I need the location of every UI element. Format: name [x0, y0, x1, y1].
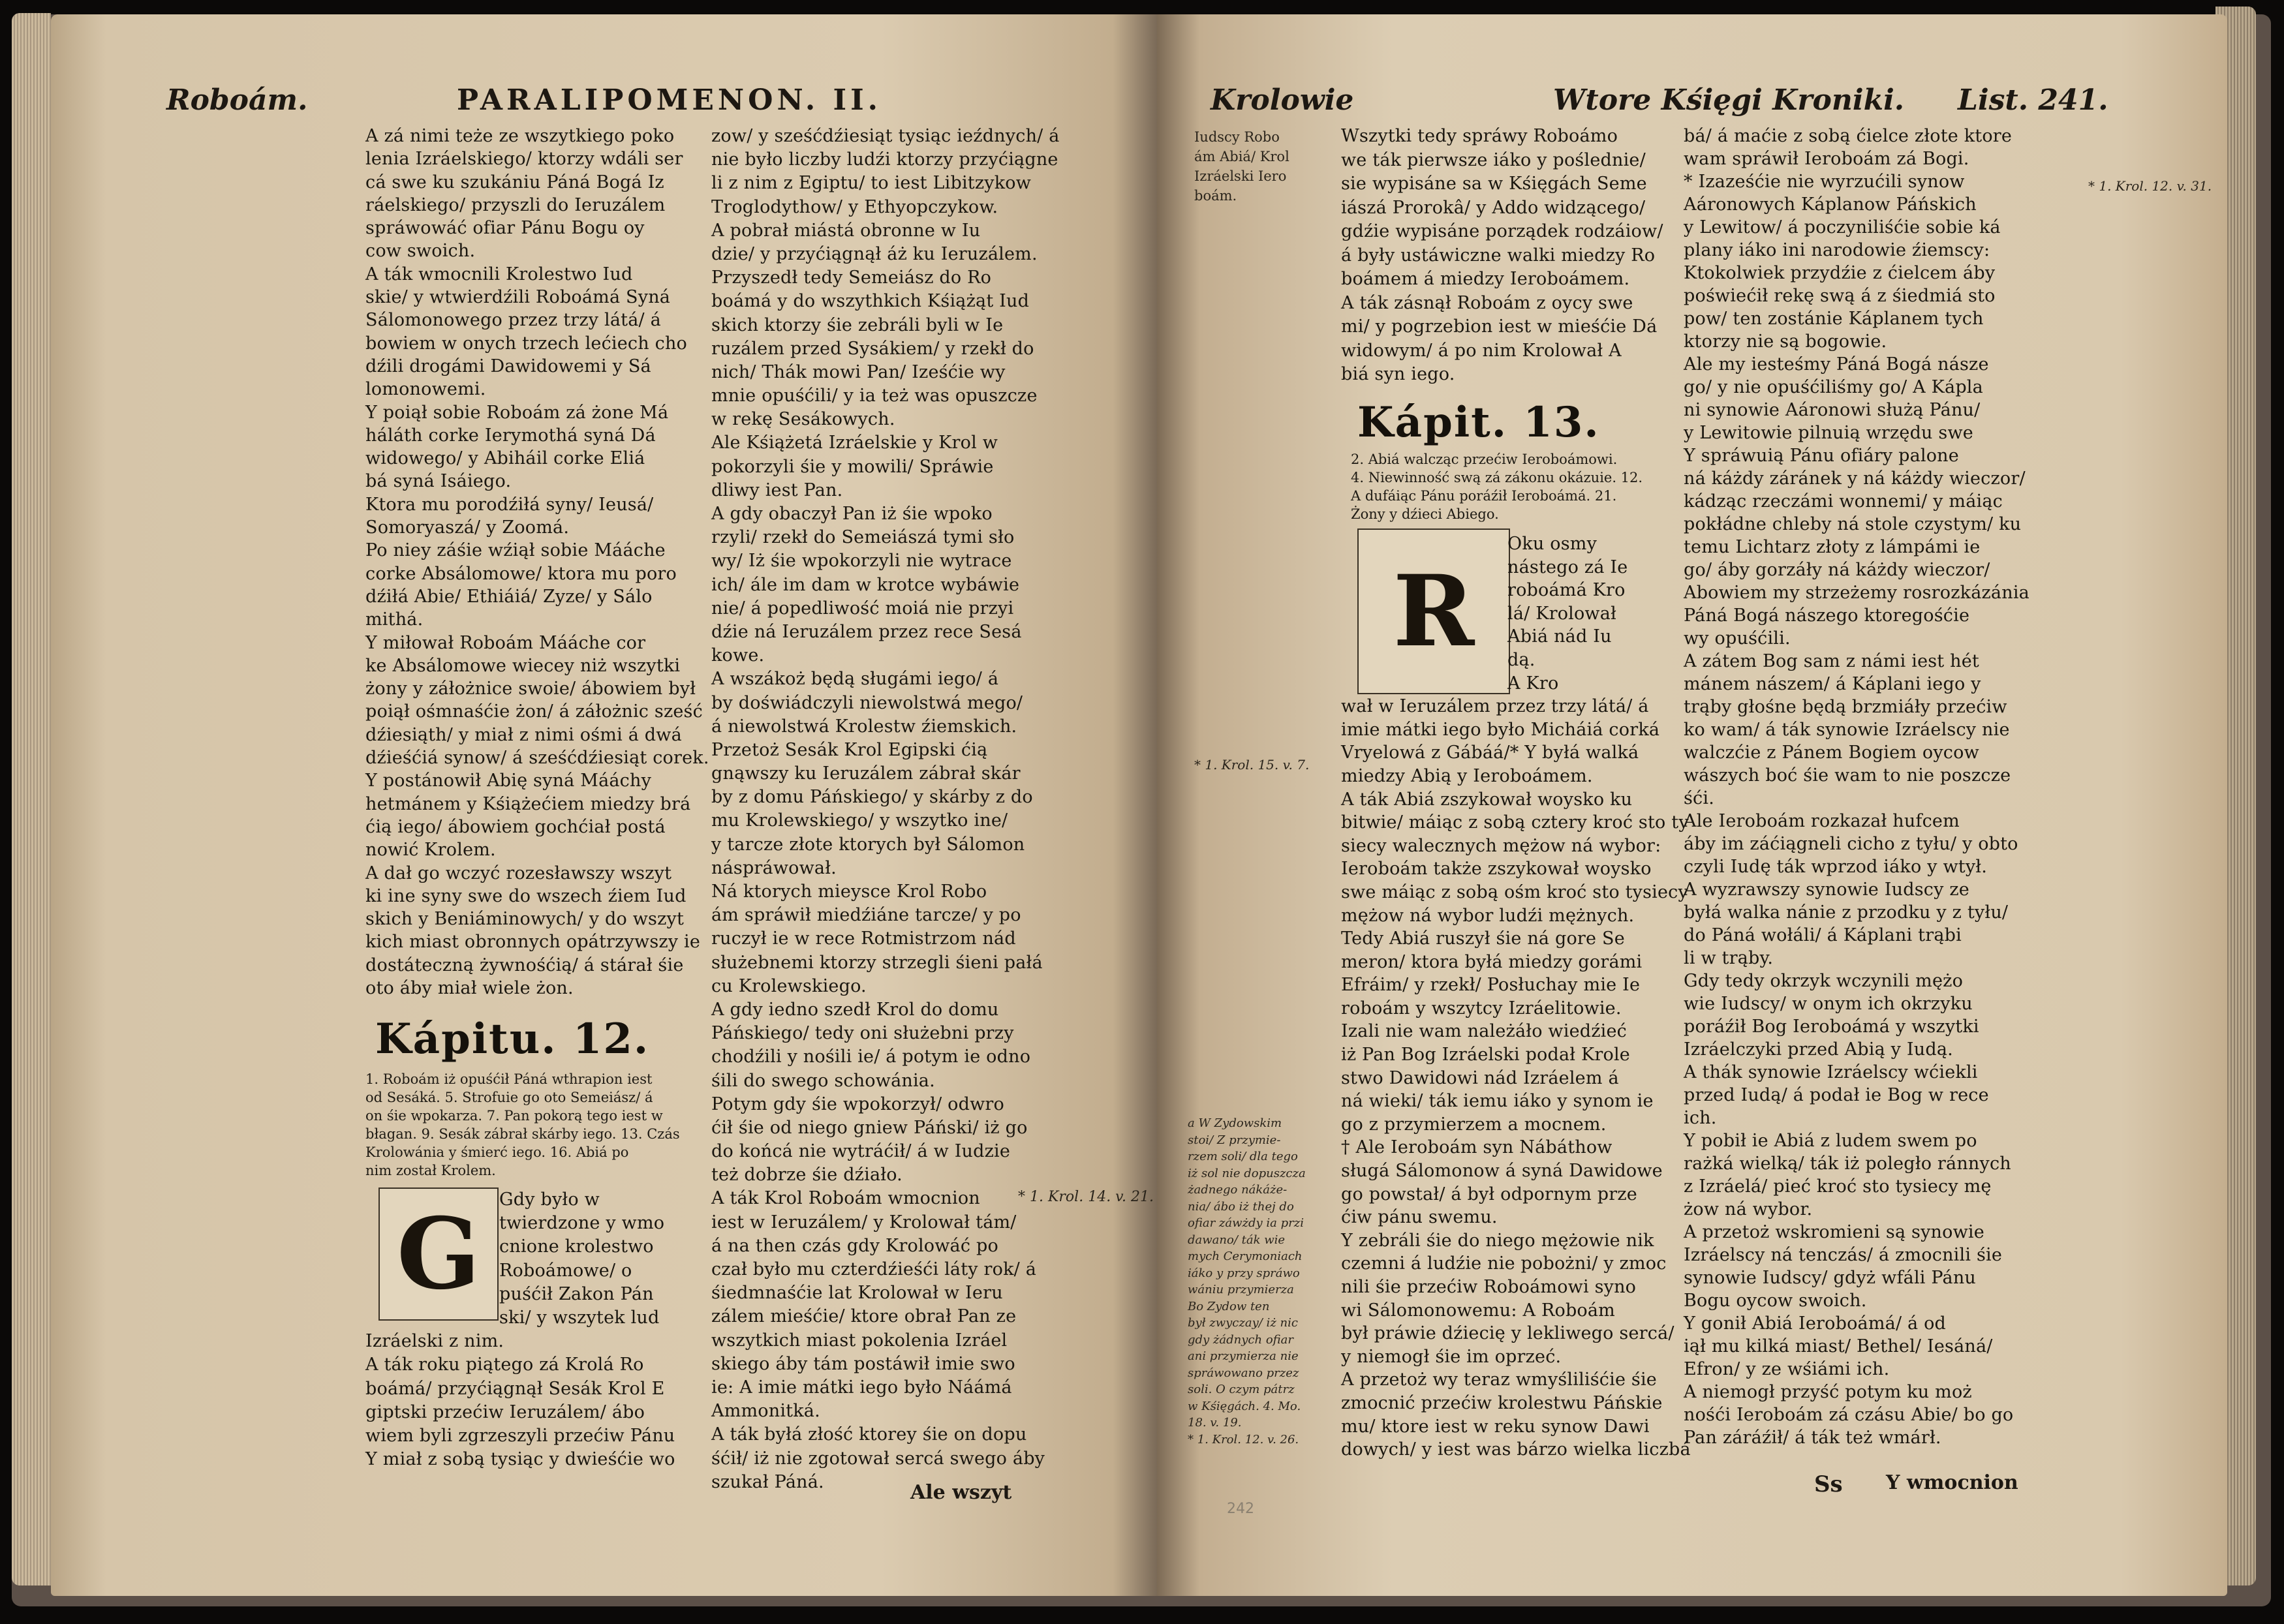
text-line: Sálomonowego przez trzy látá/ á: [365, 310, 661, 331]
text-line: Pan záráźił/ á ták też wmárł.: [1684, 1428, 1941, 1448]
text-line: dźili drogámi Dawidowemi y Sá: [365, 356, 651, 376]
text-line: go/ áby gorzáły ná káżdy wieczor/: [1684, 560, 1990, 580]
text-line: stwo Dawidowi nád Izráelem á: [1341, 1067, 1619, 1088]
text-line: plany iáko ini narodowie źiemscy:: [1684, 240, 1990, 260]
text-line: Gdy tedy okrzyk wczynili mężo: [1684, 971, 1964, 991]
right-folio-number: List. 241.: [1958, 84, 2108, 117]
text-line: Aáronowych Káplanow Páńskich: [1684, 194, 1977, 215]
right-margin-reference-2: * 1. Krol. 15. v. 7.: [1194, 757, 1310, 773]
text-line: cu Krolewskiego.: [711, 975, 867, 996]
text-line: ko wam/ á ták synowie Izráelscy nie: [1684, 720, 2010, 740]
footnote-line: Bo Zydow ten: [1188, 1299, 1270, 1313]
text-line: A wyzrawszy synowie Iudscy ze: [1684, 880, 1969, 900]
text-line: widowego/ y Abiháil corke Eliá: [365, 448, 645, 469]
text-line: * Izaześćie nie wyrzućili synow: [1684, 172, 1965, 192]
right-margin-side-note: [1194, 127, 1289, 206]
text-line: ich.: [1684, 1108, 1717, 1128]
text-line: cnione krolestwo: [499, 1236, 654, 1257]
right-margin-reference-1: * 1. Krol. 12. v. 31.: [2088, 178, 2212, 194]
text-line: dźiesiąth/ y miał z nimi ośmi á dwá: [365, 724, 682, 745]
footnote-line: * 1. Krol. 12. v. 26.: [1188, 1432, 1299, 1447]
text-line: bá syná Isáiego.: [365, 471, 512, 492]
text-line: z Izráelá/ pieć kroć sto tysiecy mę: [1684, 1176, 1992, 1197]
text-line: boámá y do wszythkich Kśiążąt Iud: [711, 291, 1030, 312]
text-line: A Kro: [1507, 673, 1559, 694]
text-line: A przetoż wskromieni są synowie: [1684, 1222, 1984, 1242]
text-line: A niemogł przyść potym ku moż: [1684, 1382, 1972, 1402]
text-line: ich/ ále im dam w krotce wybáwie: [711, 574, 1020, 595]
summary-line: Żony y dźieci Abiego.: [1351, 506, 1499, 522]
side-note-line: boám.: [1194, 188, 1237, 204]
right-chapter-heading: Kápit. 13.: [1357, 398, 1600, 447]
text-line: kádząc rzeczámi wonnemi/ y máiąc: [1684, 491, 2003, 512]
left-column-2: [711, 124, 1060, 1494]
text-line: ruczył ie w rece Rotmistrzom nád: [711, 928, 1016, 949]
text-line: áby im záćiągneli cicho z tyłu/ y obto: [1684, 834, 2018, 854]
text-line: mi/ y pogrzebion iest w mieśćie Dá: [1341, 316, 1658, 337]
footnote-line: mych Cerymoniach: [1188, 1249, 1303, 1263]
text-line: poświećił rekę swą á z śiedmiá sto: [1684, 286, 1996, 306]
summary-line: 4. Niewinność swą zá zákonu okázuie. 12.: [1351, 470, 1643, 485]
text-line: Tedy Abiá ruszył śie ná gore Se: [1341, 928, 1625, 949]
text-line: służebnemi ktorzy strzegli śieni pałá: [711, 952, 1043, 973]
text-line: nośći Ieroboám zá czásu Abie/ bo go: [1684, 1405, 2014, 1425]
text-line: Bogu oycow swoich.: [1684, 1291, 1867, 1311]
text-line: Y pobił ie Abiá z ludem swem po: [1684, 1131, 1977, 1151]
text-line: Y miał z sobą tysiąc y dwieśćie wo: [365, 1449, 675, 1470]
footnote-line: w Kśięgách. 4. Mo.: [1188, 1399, 1301, 1413]
text-line: dźie ná Ieruzálem przez rece Sesá: [711, 621, 1022, 642]
text-line: czał było mu czterdźieśći láty rok/ á: [711, 1259, 1037, 1279]
footnote-line: żadnego nákáże-: [1188, 1183, 1288, 1197]
text-line: skiego áby tám postáwił imie swo: [711, 1353, 1015, 1374]
text-line: háláth corke Ierymothá syná Dá: [365, 425, 656, 446]
text-line: skich ktorzy śie zebráli byli w Ie: [711, 314, 1004, 335]
text-line: czyli Iudę ták wprzod iáko y wtył.: [1684, 857, 1988, 877]
text-line: wi Sálomonowemu: A Roboám: [1341, 1300, 1615, 1321]
footnote-line: gdy żádnych ofiar: [1188, 1332, 1294, 1347]
text-line: ćił śie od niego gniew Páński/ iż go: [711, 1117, 1028, 1138]
text-line: siecy walecznych mężow ná wybor:: [1341, 835, 1661, 856]
text-line: Ale Kśiążetá Izráelskie y Krol w: [711, 433, 998, 453]
footnote-line: iáko y przy spráwo: [1188, 1266, 1300, 1280]
text-line: Ale my iesteśmy Páná Bogá násze: [1684, 354, 1989, 375]
text-line: Izráelscy ná tenczás/ á zmocnili śie: [1684, 1245, 2003, 1265]
text-line: y tarcze złote ktorych był Sálomon: [711, 834, 1025, 855]
text-line: ski/ y wszytek lud: [499, 1307, 660, 1328]
text-line: nich/ Thák mowi Pan/ Iześćie wy: [711, 361, 1006, 382]
text-line: wy/ Iż śie wpokorzyli nie wytrace: [711, 551, 1012, 572]
text-line: nie/ á popedliwość moiá nie przyi: [711, 598, 1014, 619]
right-running-title: Wtore Kśięgi Kroniki.: [1553, 84, 1905, 117]
text-line: gdźie wypisáne porządek rodzáiow/: [1341, 221, 1663, 241]
text-line: poiął ośmnaśćie żon/ á záłożnic sześć: [365, 701, 703, 722]
text-line: lá/ Krolował: [1507, 603, 1616, 624]
text-line: Ale Ieroboám rozkazał hufcem: [1684, 811, 1960, 831]
text-line: á były ustáwiczne walki miedzy Ro: [1341, 245, 1656, 266]
left-running-title: PARALIPOMENON. II.: [457, 84, 882, 117]
text-line: nástego zá Ie: [1507, 557, 1628, 577]
text-line: A przetoż wy teraz wmyśliliśćie śie: [1341, 1370, 1657, 1390]
footnote-line: stoi/ Z przymie-: [1188, 1133, 1281, 1147]
text-line: pokłádne chleby ná stole czystym/ ku: [1684, 514, 2022, 534]
text-line: sługá Sálomonow á syná Dawidowe: [1341, 1161, 1663, 1182]
text-line: iął mu kilká miast/ Bethel/ Iesáná/: [1684, 1336, 1993, 1356]
text-line: A ták roku piątego zá Krolá Ro: [365, 1355, 644, 1375]
footnote-line: rzem soli/ dla tego: [1188, 1150, 1298, 1163]
text-line: A ták Abiá zszykował woysko ku: [1341, 789, 1633, 810]
text-line: śćił/ iż nie zgotował sercá swego áby: [711, 1448, 1045, 1469]
text-line: biá syn iego.: [1341, 364, 1455, 384]
footnote-line: był zwyczay/ iż nic: [1188, 1316, 1298, 1330]
text-line: Roboámowe/ o: [499, 1260, 632, 1281]
text-line: náspráwował.: [711, 857, 837, 878]
left-running-head-name: Roboám.: [166, 84, 308, 117]
left-chapter-summary: [365, 1070, 680, 1180]
text-line: A pobrał miástá obronne w Iu: [711, 220, 981, 241]
text-line: poráźił Bog Ieroboámá y wszytki: [1684, 1017, 1979, 1037]
text-line: A ták wmocnili Krolestwo Iud: [365, 264, 633, 284]
right-chapter-summary: [1351, 450, 1643, 523]
text-line: zow/ y sześćdźiesiąt tysiąc ieźdnych/ á: [711, 126, 1060, 146]
text-line: miedzy Abią y Ieroboámem.: [1341, 765, 1593, 786]
side-note-line: Iudscy Robo: [1194, 129, 1280, 145]
text-line: ktorzy nie są bogowie.: [1684, 331, 1887, 352]
text-line: zálem mieśćie/ ktore obrał Pan ze: [711, 1306, 1017, 1327]
text-line: y niemogł śie im oprzeć.: [1341, 1346, 1562, 1367]
text-line: giptski przećiw Ieruzálem/ ábo: [365, 1402, 645, 1422]
text-line: Y spráwuią Pánu ofiáry palone: [1684, 446, 1959, 466]
text-line: Ná ktorych mieysce Krol Robo: [711, 881, 987, 902]
text-line: Y poiął sobie Roboám zá żone Má: [365, 402, 669, 423]
footnote-line: a W Zydowskim: [1188, 1116, 1282, 1130]
text-line: li w trąby.: [1684, 948, 1774, 968]
right-column-1: [1341, 124, 1663, 386]
text-line: temu Lichtarz złoty z lámpámi ie: [1684, 537, 1981, 557]
text-line: dźiłá Abie/ Ethiáiá/ Zyze/ y Sálo: [365, 586, 653, 607]
text-line: Y gonił Abiá Ieroboámá/ á od: [1684, 1313, 1947, 1334]
text-line: A ták zásnął Roboám z oycy swe: [1341, 292, 1633, 313]
text-line: A thák synowie Izráelscy wćiekli: [1684, 1062, 1978, 1082]
text-line: bá/ á maćie z sobą ćielce złote ktore: [1684, 126, 2013, 146]
text-line: A dał go wczyć rozesławszy wszyt: [365, 863, 672, 883]
summary-line: od Sesáká. 5. Strofuie go oto Semeiász/ á: [365, 1090, 653, 1105]
text-line: mu/ ktore iest w reku synow Dawi: [1341, 1416, 1650, 1437]
text-line: iászá Prorokâ/ y Addo widzącego/: [1341, 197, 1646, 218]
text-line: Y postánowił Abię syná Mááchy: [365, 771, 652, 791]
text-line: Gdy było w: [499, 1189, 600, 1210]
text-line: pow/ ten zostánie Káplanem tych: [1684, 309, 1984, 329]
text-line: przed Iudą/ á podał ie Bog w rece: [1684, 1085, 1989, 1105]
text-line: Izráelski z nim.: [365, 1331, 504, 1352]
text-line: corke Absálomowe/ ktora mu poro: [365, 563, 677, 584]
summary-line: Krolowánia y śmierć iego. 16. Abiá po: [365, 1144, 629, 1160]
side-note-line: Izráelski Iero: [1194, 168, 1287, 184]
text-line: ćiw pánu swemu.: [1341, 1207, 1498, 1228]
text-line: by doświádczyli niewolstwá mego/: [711, 692, 1023, 713]
text-line: imie mátki iego było Micháiá corká: [1341, 719, 1660, 740]
right-catchword: Y wmocnion: [1886, 1471, 2018, 1494]
text-line: był práwie dźiecię y lekliwego sercá/: [1341, 1323, 1674, 1344]
left-decorated-initial: G: [378, 1187, 499, 1321]
text-line: A gdy obaczył Pan iż śie wpoko: [711, 504, 993, 524]
left-page-edges: [12, 13, 51, 1586]
text-line: cá swe ku szukániu Páná Bogá Iz: [365, 172, 664, 192]
text-line: ruzálem przed Sysákiem/ y rzekł do: [711, 338, 1034, 359]
text-line: iest w Ieruzálem/ y Krolował tám/: [711, 1212, 1017, 1233]
text-line: Abowiem my strzeżemy rosrozkázánia: [1684, 583, 2029, 603]
text-line: do końcá nie wytráćił/ á w Iudzie: [711, 1141, 1011, 1162]
text-line: widowym/ á po nim Krolował A: [1341, 340, 1622, 361]
text-line: A gdy iedno szedł Krol do domu: [711, 999, 999, 1020]
left-margin-reference: * 1. Krol. 14. v. 21.: [1018, 1189, 1154, 1205]
text-line: żow ná wybor.: [1684, 1199, 1813, 1219]
text-line: rzyli/ rzekł do Semeiászá tymi sło: [711, 527, 1015, 548]
text-line: wam spráwił Ieroboám zá Bogi.: [1684, 149, 1969, 169]
text-line: dzie/ y przyćiągnął áż ku Ieruzálem.: [711, 243, 1038, 264]
text-line: w rekę Sesákowych.: [711, 409, 895, 430]
text-line: dźieśćiá synow/ á sześćdźiesiąt corek.: [365, 748, 709, 769]
text-line: mu Krolewskiego/ y wszytko ine/: [711, 810, 1008, 831]
footnote-line: nia/ ábo iż thej do: [1188, 1199, 1294, 1214]
text-line: wie Iudscy/ w onym ich okrzyku: [1684, 994, 1973, 1014]
text-line: do Páná wołáli/ á Káplani trąbi: [1684, 925, 1962, 945]
text-line: dostáteczną żywnośćią/ á stárał śie: [365, 955, 684, 975]
text-line: Ammonitká.: [711, 1401, 820, 1422]
text-line: go/ y nie opuśćiliśmy go/ A Kápla: [1684, 377, 1983, 397]
text-line: ni synowie Aáronowi służą Pánu/: [1684, 400, 1981, 420]
text-line: wászych boć śie wam to nie poszcze: [1684, 765, 2011, 786]
text-line: go powstał/ á był odpornym prze: [1341, 1184, 1637, 1204]
text-line: skich y Beniáminowych/ y do wszyt: [365, 909, 685, 930]
summary-line: 2. Abiá walcząc przećiw Ieroboámowi.: [1351, 452, 1618, 467]
text-line: byłá walka nánie z przodku y z tyłu/: [1684, 902, 2009, 923]
right-column-2: [1684, 124, 2029, 1448]
text-line: ám spráwił miedźiáne tarcze/ y po: [711, 905, 1021, 926]
summary-line: 1. Roboám iż opuśćił Páná wthrapion iest: [365, 1071, 653, 1087]
text-line: skie/ y wtwierdźili Roboámá Syná: [365, 287, 671, 308]
summary-line: on śie wpokarza. 7. Pan pokorą tego iest w: [365, 1108, 663, 1124]
text-line: cow swoich.: [365, 241, 476, 262]
text-line: we ták pierwsze iáko y poślednie/: [1341, 149, 1646, 170]
text-line: mężow ná wybor ludźi mężnych.: [1341, 905, 1635, 926]
text-line: ie: A imie mátki iego było Náámá: [711, 1377, 1012, 1398]
text-line: Abiá nád Iu: [1507, 626, 1612, 647]
text-line: y Lewitowie pilnuią wrzędu swe: [1684, 423, 1973, 443]
text-line: ná káżdy záránek y ná káżdy wieczor/: [1684, 468, 2026, 489]
text-line: Po niey záśie wźiął sobie Mááche: [365, 540, 666, 561]
text-line: kich miast obronnych opátrzywszy ie: [365, 932, 701, 953]
right-signature-mark: Ss: [1814, 1471, 1843, 1497]
text-line: y Lewitow/ á poczyniliśćie sobie ká: [1684, 217, 2001, 237]
text-line: li z nim z Egiptu/ to iest Libitzykow: [711, 173, 1032, 194]
text-line: trąby głośne będą brzmiáły przećiw: [1684, 697, 2007, 717]
text-line: Ieroboám także zszykował woysko: [1341, 859, 1652, 880]
text-line: kowe.: [711, 645, 765, 666]
text-line: nili śie przećiw Roboámowi syno: [1341, 1277, 1637, 1297]
left-chapter-heading: Kápitu. 12.: [375, 1015, 650, 1064]
text-line: go z przymierzem a mocnem.: [1341, 1114, 1607, 1135]
footnote-line: iż sol nie dopuszcza: [1188, 1166, 1306, 1180]
text-line: lenia Izráelskiego/ ktorzy wdáli ser: [365, 149, 683, 170]
text-line: dowych/ y iest was bárzo wielka liczbá: [1341, 1439, 1691, 1460]
footnote-line: wániu przymierza: [1188, 1283, 1294, 1296]
text-line: rażká wielką/ ták iż poległo ránnych: [1684, 1154, 2011, 1174]
text-line: iż Pan Bog Izráelski podał Krole: [1341, 1045, 1630, 1065]
side-note-line: ám Abiá/ Krol: [1194, 149, 1289, 164]
text-line: Troglodythow/ y Ethyopczykow.: [711, 196, 998, 217]
text-line: lomonowemi.: [365, 379, 486, 400]
left-catchword: Ale wszyt: [910, 1481, 1012, 1504]
text-line: mithá.: [365, 609, 424, 630]
footnote-line: soli. O czym pátrz: [1188, 1383, 1295, 1396]
text-line: á niewolstwá Krolestw źiemskich.: [711, 716, 1017, 737]
footnote-line: ofiar záwżdy ia przi: [1188, 1216, 1304, 1230]
text-line: A ták Krol Roboám wmocnion: [711, 1188, 980, 1209]
text-line: † Ale Ieroboám syn Nábáthow: [1341, 1137, 1613, 1158]
text-line: śili do swego schowánia.: [711, 1070, 935, 1091]
right-running-head-name: Krolowie: [1211, 84, 1354, 117]
footnote-line: spráwowano przez: [1188, 1366, 1299, 1380]
text-line: Oku osmy: [1507, 534, 1597, 554]
right-margin-footnote: [1188, 1116, 1306, 1448]
text-line: dą.: [1507, 649, 1536, 670]
text-line: Potym gdy śie wpokorzył/ odwro: [711, 1094, 1004, 1114]
text-line: nie było liczby ludźi ktorzy przyćiągne: [711, 149, 1058, 170]
text-line: Y miłował Roboám Mááche cor: [365, 632, 646, 653]
text-line: Izali nie wam należáło wiedźieć: [1341, 1021, 1628, 1042]
text-line: mánem nászem/ á Káplani iego y: [1684, 674, 1981, 694]
text-line: Páná Bogá nászego ktoregośćie: [1684, 605, 1970, 626]
text-line: bitwie/ máiąc z sobą cztery kroć sto ty: [1341, 812, 1689, 833]
text-line: zmocnić przećiw krolestwu Páńskie: [1341, 1392, 1663, 1413]
left-column-1-continued: [365, 1187, 675, 1471]
text-line: meron/ ktora byłá miedzy gorámi: [1341, 951, 1643, 972]
text-line: chodźili y nośili ie/ á potym ie odno: [711, 1047, 1031, 1067]
text-line: bowiem w onych trzech lećiech cho: [365, 333, 687, 354]
text-line: pokorzyli śie y mowili/ Spráwie: [711, 456, 994, 477]
text-line: twierdzone y wmo: [499, 1213, 665, 1234]
text-line: wiem byli zgrzeszyli przećiw Pánu: [365, 1425, 675, 1446]
text-line: ná wieki/ ták iemu iáko y synom ie: [1341, 1091, 1654, 1112]
text-line: hetmánem y Kśiążećiem miedzy brá: [365, 793, 691, 814]
text-line: synowie Iudscy/ gdyż wfáli Pánu: [1684, 1268, 1977, 1288]
text-line: ćią iego/ ábowiem gochćiał postá: [365, 816, 666, 837]
text-line: czemni á ludźie nie pobożni/ y zmoc: [1341, 1253, 1667, 1274]
pencil-page-note: 242: [1227, 1501, 1254, 1517]
text-line: żony y záłożnice swoie/ ábowiem był: [365, 679, 696, 699]
text-line: oto áby miał wiele żon.: [365, 977, 574, 998]
text-line: Przetoż Sesák Krol Egipski ćią: [711, 739, 988, 760]
text-line: roboám y wszytcy Izráelitowie.: [1341, 998, 1622, 1019]
text-line: Y zebráli śie do niego mężowie nik: [1341, 1230, 1654, 1251]
text-line: wszytkich miast pokolenia Izráel: [711, 1330, 1008, 1351]
text-line: A zá nimi teże ze wszytkiego poko: [365, 126, 675, 146]
text-line: gnąwszy ku Ieruzálem zábrał skár: [711, 763, 1021, 784]
text-line: ke Absálomowe wiecey niż wszytki: [365, 655, 681, 676]
left-column-1: [365, 124, 709, 999]
text-line: wy opuśćili.: [1684, 628, 1791, 649]
text-line: nowić Krolem.: [365, 840, 496, 861]
footnote-line: 18. v. 19.: [1188, 1416, 1242, 1430]
text-line: Vryelowá z Gábáá/* Y byłá walká: [1341, 743, 1639, 763]
text-line: sie wypisáne sa w Kśięgách Seme: [1341, 174, 1647, 194]
text-line: śći.: [1684, 788, 1714, 808]
text-line: A wszákoż będą sługámi iego/ á: [711, 669, 999, 690]
text-line: Efron/ y ze wśiámi ich.: [1684, 1359, 1890, 1379]
text-line: śiedmnaśćie lat Krolował w Ieru: [711, 1283, 1003, 1304]
text-line: Somoryaszá/ y Zoomá.: [365, 517, 570, 538]
right-decorated-initial: R: [1357, 529, 1510, 694]
footnote-line: ani przymierza nie: [1188, 1349, 1299, 1363]
text-line: Wszytki tedy spráwy Roboámo: [1341, 126, 1618, 146]
text-line: roboámá Kro: [1507, 580, 1626, 601]
text-line: by z domu Páńskiego/ y skárby z do: [711, 787, 1033, 808]
text-line: spráwowáć ofiar Pánu Bogu oy: [365, 218, 645, 239]
text-line: ki ine syny swe do wszech źiem Iud: [365, 885, 687, 906]
summary-line: nim został Krolem.: [365, 1163, 496, 1178]
text-line: ráelskiego/ przyszli do Ieruzálem: [365, 194, 666, 215]
text-line: A ták byłá złość ktorey śie on dopu: [711, 1424, 1027, 1445]
text-line: boámem á miedzy Ieroboámem.: [1341, 269, 1630, 289]
text-line: Ktora mu porodźiłá syny/ Ieusá/: [365, 494, 654, 515]
text-line: walczćie z Pánem Bogiem oycow: [1684, 743, 1979, 763]
text-line: Izráelczyki przed Abią y Iudą.: [1684, 1039, 1953, 1060]
text-line: boámá/ przyćiągnął Sesák Krol E: [365, 1378, 665, 1399]
text-line: wał w Ieruzálem przez trzy látá/ á: [1341, 696, 1649, 717]
summary-line: błagan. 9. Sesák zábrał skárby iego. 13. Czás: [365, 1126, 680, 1142]
text-line: Páńskiego/ tedy oni służebni przy: [711, 1023, 1014, 1044]
text-line: puśćił Zakon Pán: [499, 1283, 654, 1304]
summary-line: A dufáiąc Pánu poráźił Ieroboámá. 21.: [1351, 488, 1617, 504]
text-line: też dobrze śie dźiało.: [711, 1165, 903, 1186]
text-line: szukał Páná.: [711, 1471, 824, 1492]
text-line: swe máiąc z sobą ośm kroć sto tysiecy: [1341, 881, 1688, 902]
text-line: á na then czás gdy Krolowáć po: [711, 1235, 998, 1256]
footnote-line: dawano/ ták wie: [1188, 1233, 1286, 1247]
text-line: Efráim/ y rzekł/ Posłuchay mie Ie: [1341, 975, 1641, 996]
text-line: A zátem Bog sam z námi iest hét: [1684, 651, 1979, 671]
text-line: Ktokolwiek przydźie z ćielcem áby: [1684, 263, 1996, 283]
text-line: mnie opuśćili/ y ia też was opuszcze: [711, 386, 1038, 406]
text-line: Przyszedł tedy Semeiász do Ro: [711, 268, 992, 288]
text-line: dliwy iest Pan.: [711, 480, 843, 500]
right-column-1-continued: [1341, 532, 1691, 1461]
